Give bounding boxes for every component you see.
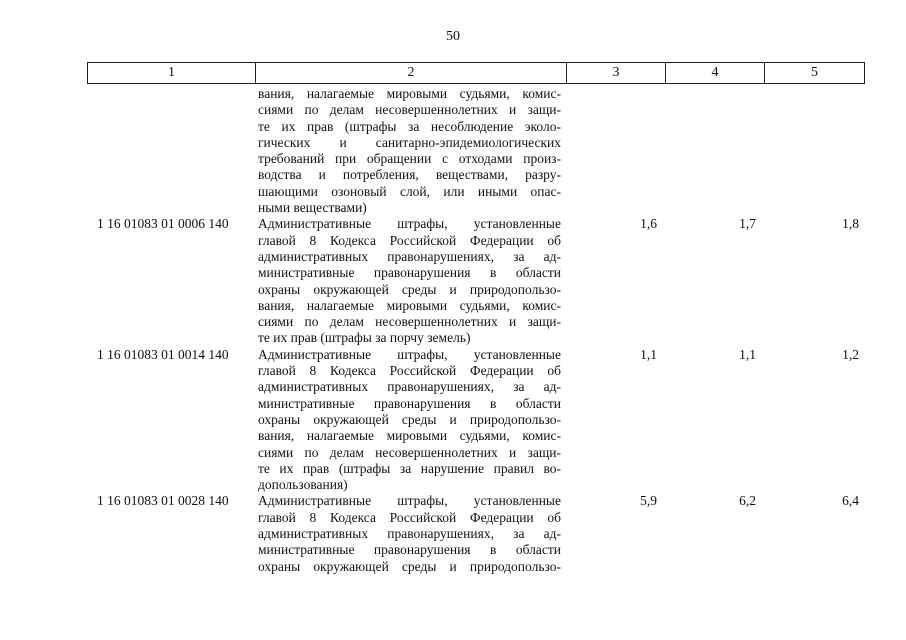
description-line: сиями по делам несовершеннолетних и защи-: [258, 314, 561, 330]
description-line: гических и санитарно-эпидемиологических: [258, 134, 561, 150]
description-line: административных правонарушениях, за ад-: [258, 248, 561, 264]
table-body: [87, 86, 865, 575]
description-line: административных правонарушениях, за ад-: [258, 379, 561, 395]
table-row: [87, 493, 865, 574]
description-line: водства и потребления, веществами, разру-: [258, 167, 561, 183]
value-col3: 5,9: [640, 493, 657, 509]
description-line: требований при обращении с отходами произ-: [258, 151, 561, 167]
description-line: министративные правонарушения в области: [258, 265, 561, 281]
row-description: [255, 216, 566, 346]
description-line: министративные правонарушения в области: [258, 395, 561, 411]
description-line: те их прав (штрафы за порчу земель): [258, 330, 471, 346]
description-line: шающими озоновый слой, или иными опас-: [258, 183, 561, 199]
value-col4: 1,1: [739, 346, 756, 362]
column-header-2: 2: [256, 63, 567, 83]
value-col5: 1,8: [842, 216, 859, 232]
description-line: главой 8 Кодекса Российской Федерации об: [258, 232, 561, 248]
description-line: ными веществами): [258, 200, 367, 216]
description-line: вания, налагаемые мировыми судьями, комис-: [258, 297, 561, 313]
table-row: [87, 86, 865, 216]
row-description: [255, 86, 566, 216]
description-line: главой 8 Кодекса Российской Федерации об: [258, 363, 561, 379]
description-line: те их прав (штрафы за нарушение правил во-: [258, 460, 561, 476]
table-header: [87, 62, 865, 84]
description-line: вания, налагаемые мировыми судьями, комис-: [258, 86, 561, 101]
budget-code: 1 16 01083 01 0006 140: [97, 216, 229, 232]
value-col3: 1,1: [640, 346, 657, 362]
budget-code: 1 16 01083 01 0014 140: [97, 346, 229, 362]
description-line: сиями по делам несовершеннолетних и защи-: [258, 102, 561, 118]
value-col5: 1,2: [842, 346, 859, 362]
description-line: Административные штрафы, установленные: [258, 493, 561, 509]
description-line: Административные штрафы, установленные: [258, 346, 561, 362]
value-col4: 1,7: [739, 216, 756, 232]
description-line: Административные штрафы, установленные: [258, 216, 561, 232]
description-line: главой 8 Кодекса Российской Федерации об: [258, 509, 561, 525]
column-header-3: 3: [567, 63, 666, 83]
budget-code: 1 16 01083 01 0028 140: [97, 493, 229, 509]
value-col5: 6,4: [842, 493, 859, 509]
column-header-5: 5: [811, 65, 818, 80]
table-row: [87, 347, 865, 494]
description-line: вания, налагаемые мировыми судьями, комис-: [258, 428, 561, 444]
page-number: 50: [446, 29, 460, 44]
column-header-1: 1: [88, 63, 256, 83]
description-line: министративные правонарушения в области: [258, 542, 561, 558]
row-description: [255, 347, 566, 494]
value-col4: 6,2: [739, 493, 756, 509]
description-line: охраны окружающей среды и природопользо-: [258, 558, 561, 574]
description-line: те их прав (штрафы за несоблюдение эколо-: [258, 118, 561, 134]
row-description: [255, 493, 566, 574]
value-col3: 1,6: [640, 216, 657, 232]
table-row: [87, 216, 865, 346]
description-line: допользования): [258, 477, 348, 493]
description-line: административных правонарушениях, за ад-: [258, 526, 561, 542]
description-line: охраны окружающей среды и природопользо-: [258, 411, 561, 427]
description-line: охраны окружающей среды и природопользо-: [258, 281, 561, 297]
column-header-4: 4: [666, 63, 765, 83]
description-line: сиями по делам несовершеннолетних и защи-: [258, 444, 561, 460]
